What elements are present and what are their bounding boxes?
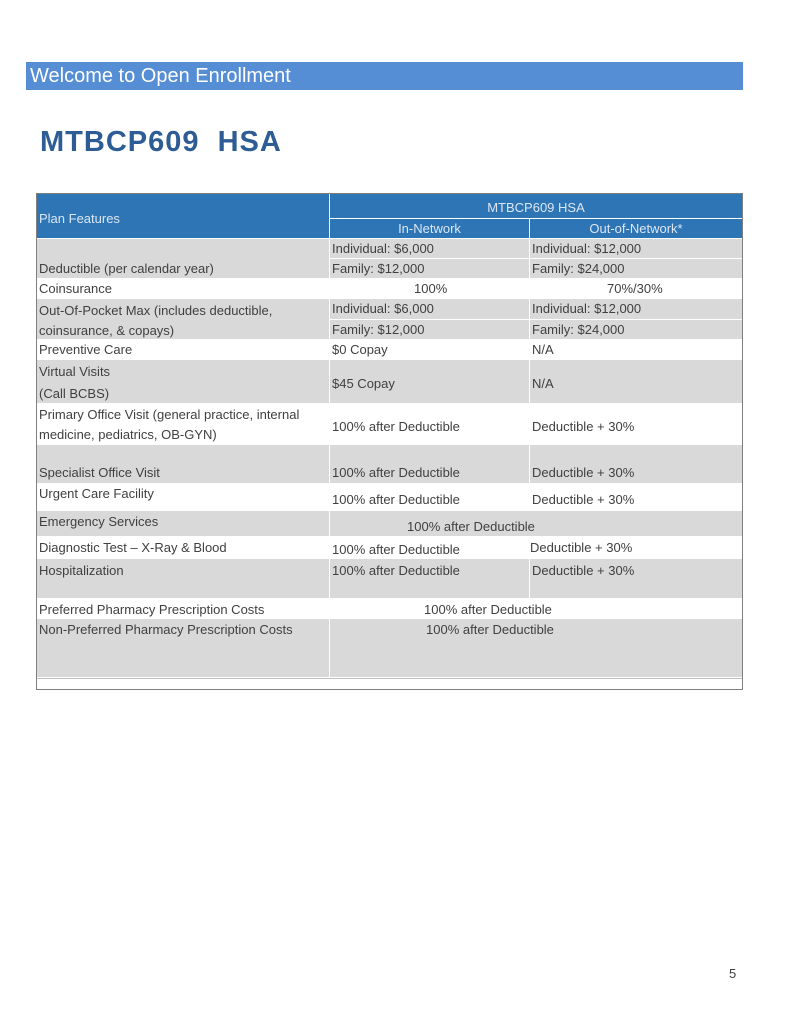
diagnostic-out: Deductible + 30% [530,537,742,558]
row-virtual-label: Virtual Visits (Call BCBS) [37,360,329,403]
coinsurance-in: 100% [330,279,529,298]
row-hospital-label: Hospitalization [37,559,329,598]
header-plan-features-label: Plan Features [39,211,120,226]
header-plan-features [37,194,329,238]
diagnostic-in: 100% after Deductible [330,537,529,558]
oop-out-individual: Individual: $12,000 [530,299,742,319]
row-diagnostic-label: Diagnostic Test – X-Ray & Blood [37,537,329,558]
header-out-network: Out-of-Network* [530,219,742,238]
table-bottom-divider [37,678,742,679]
deductible-in-family: Family: $12,000 [330,259,529,278]
deductible-out-individual: Individual: $12,000 [530,239,742,258]
row-coinsurance-label: Coinsurance [37,279,329,298]
emergency-combined: 100% after Deductible [330,511,742,536]
row-oop-label: Out-Of-Pocket Max (includes deductible, coinsurance, & copays) [37,299,329,339]
preventive-in: $0 Copay [330,340,529,359]
oop-in-family: Family: $12,000 [330,320,529,339]
welcome-banner: Welcome to Open Enrollment [26,62,743,90]
oop-out-family: Family: $24,000 [530,320,742,339]
row-nonpreferred-rx-label: Non-Preferred Pharmacy Prescription Costs [37,619,329,677]
header-in-network: In-Network [330,219,529,238]
primary-in: 100% after Deductible [330,404,529,444]
row-preventive-label: Preventive Care [37,340,329,359]
oop-in-individual: Individual: $6,000 [330,299,529,319]
plan-title: MTBCP609 HSA [40,126,282,158]
header-plan-name: MTBCP609 HSA [330,194,742,218]
hospital-out: Deductible + 30% [530,559,742,598]
deductible-in-individual: Individual: $6,000 [330,239,529,258]
virtual-out: N/A [530,360,742,403]
nonpreferred-rx-combined: 100% after Deductible [330,619,742,677]
preventive-out: N/A [530,340,742,359]
row-primary-label: Primary Office Visit (general practice, internal medicine, pediatrics, OB-GYN) [37,404,329,444]
primary-out: Deductible + 30% [530,404,742,444]
plan-features-table [36,193,743,690]
coinsurance-out: 70%/30% [530,279,742,298]
row-emergency-label: Emergency Services [37,511,329,536]
deductible-out-family: Family: $24,000 [530,259,742,278]
specialist-out: Deductible + 30% [530,445,742,483]
page-number: 5 [729,966,737,981]
virtual-in: $45 Copay [330,360,529,403]
hospital-in: 100% after Deductible [330,559,529,598]
row-specialist-label: Specialist Office Visit [37,445,329,483]
urgent-out: Deductible + 30% [530,484,742,510]
row-preferred-rx-label: Preferred Pharmacy Prescription Costs [37,599,329,618]
row-urgent-label: Urgent Care Facility [37,484,329,510]
preferred-rx-combined: 100% after Deductible [330,599,742,618]
row-deductible-label: Deductible (per calendar year) [37,239,329,278]
urgent-in: 100% after Deductible [330,484,529,510]
specialist-in: 100% after Deductible [330,445,529,483]
